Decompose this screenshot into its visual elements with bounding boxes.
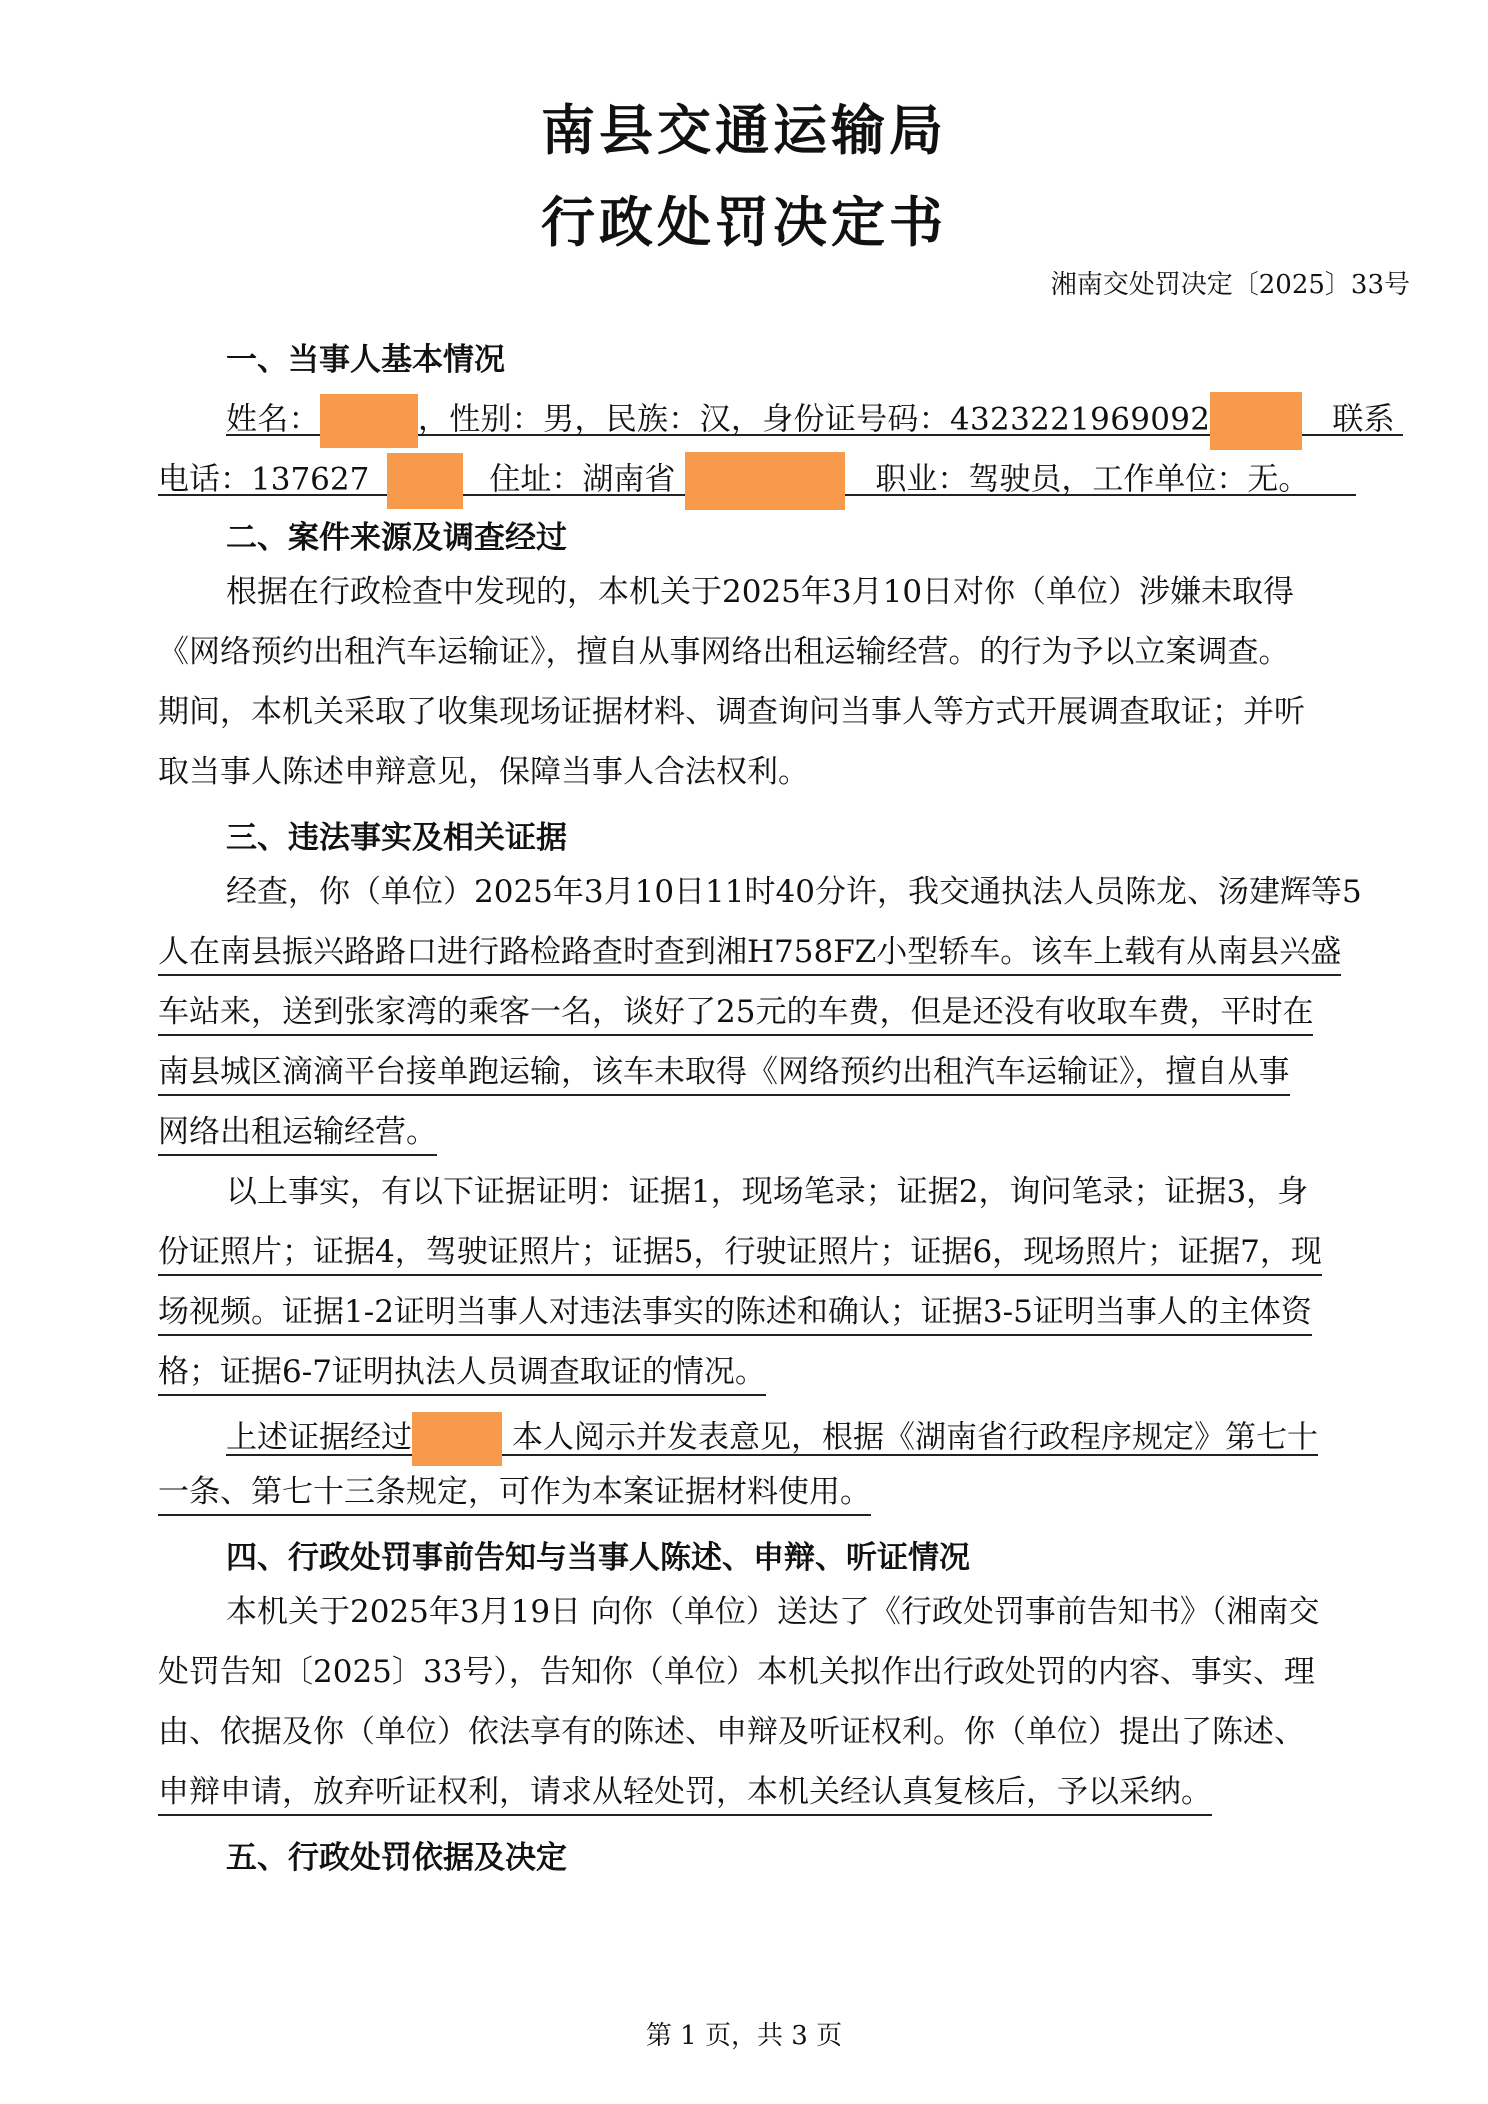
s4-line-2: 处罚告知〔2025〕33号），告知你（单位）本机关拟作出行政处罚的内容、事实、理	[158, 1654, 1315, 1690]
s2-line-1: 根据在行政检查中发现的，本机关于2025年3月10日对你（单位）涉嫌未取得	[226, 574, 1295, 610]
occupation-text: 职业：驾驶员，工作单位：无。	[875, 461, 1310, 498]
redaction-party-name	[412, 1412, 502, 1466]
s3-line-11: 一条、第七十三条规定，可作为本案证据材料使用。	[158, 1472, 871, 1516]
section-2-heading: 二、案件来源及调查经过	[226, 520, 567, 556]
s3-line-2: 人在南县振兴路路口进行路检路查时查到湘H758FZ小型轿车。该车上载有从南县兴盛	[158, 932, 1341, 976]
agency-title: 南县交通运输局	[541, 99, 947, 162]
s3-line-8: 场视频。证据1-2证明当事人对违法事实的陈述和确认；证据3-5证明当事人的主体资	[158, 1292, 1312, 1336]
s2-line-2: 《网络预约出租汽车运输证》，擅自从事网络出租运输经营。的行为予以立案调查。	[158, 634, 1290, 670]
party-gender-id: ，性别：男，民族：汉，身份证号码：4323221969092	[417, 401, 1211, 438]
phone-text: 电话：137627	[158, 461, 370, 498]
redaction-id	[1210, 392, 1302, 450]
party-info-line-2	[158, 452, 1356, 496]
page-number: 第 1 页，共 3 页	[645, 2021, 843, 2051]
s3-line-3: 车站来，送到张家湾的乘客一名，谈好了25元的车费，但是还没有收取车费，平时在	[158, 992, 1313, 1036]
document-number: 湘南交处罚决定〔2025〕33号	[1050, 270, 1410, 300]
s3-line-1: 经查，你（单位）2025年3月10日11时40分许，我交通执法人员陈龙、汤建辉等5	[226, 874, 1362, 910]
document-type-title: 行政处罚决定书	[541, 191, 947, 254]
s2-line-3: 期间，本机关采取了收集现场证据材料、调查询问当事人等方式开展调查取证；并听	[158, 694, 1305, 730]
s3-line-7: 份证照片；证据4，驾驶证照片；证据5，行驶证照片；证据6，现场照片；证据7，现	[158, 1232, 1322, 1276]
s4-line-3: 由、依据及你（单位）依法享有的陈述、申辩及听证权利。你（单位）提出了陈述、	[158, 1714, 1305, 1750]
redaction-phone	[387, 453, 463, 509]
s3-line-4: 南县城区滴滴平台接单跑运输，该车未取得《网络预约出租汽车运输证》，擅自从事	[158, 1052, 1290, 1096]
address-text: 住址：湖南省	[489, 461, 676, 498]
redaction-name	[320, 394, 418, 448]
s4-line-4: 申辩申请，放弃听证权利，请求从轻处罚，本机关经认真复核后，予以采纳。	[158, 1772, 1212, 1816]
s3-line-10	[226, 1412, 1318, 1456]
party-info-line-1	[226, 392, 1403, 436]
evidence-via-text: 上述证据经过	[226, 1419, 412, 1456]
s3-line-9: 格；证据6-7证明执法人员调查取证的情况。	[158, 1352, 766, 1396]
s3-line-5: 网络出租运输经营。	[158, 1112, 437, 1156]
section-4-heading: 四、行政处罚事前告知与当事人陈述、申辩、听证情况	[226, 1540, 970, 1576]
redaction-address	[685, 452, 845, 510]
section-1-heading: 一、当事人基本情况	[226, 342, 505, 378]
name-label: 姓名：	[226, 401, 320, 438]
section-3-heading: 三、违法事实及相关证据	[226, 820, 567, 856]
section-5-heading: 五、行政处罚依据及决定	[226, 1840, 567, 1876]
evidence-review-text: 本人阅示并发表意见，根据《湖南省行政程序规定》第七十	[512, 1419, 1318, 1456]
s3-line-6: 以上事实，有以下证据证明：证据1，现场笔录；证据2，询问笔录；证据3，身	[226, 1174, 1309, 1210]
contact-label: 联系	[1332, 401, 1395, 438]
s2-line-4: 取当事人陈述申辩意见，保障当事人合法权利。	[158, 754, 809, 790]
s4-line-1: 本机关于2025年3月19日 向你（单位）送达了《行政处罚事前告知书》（湘南交	[226, 1594, 1320, 1630]
